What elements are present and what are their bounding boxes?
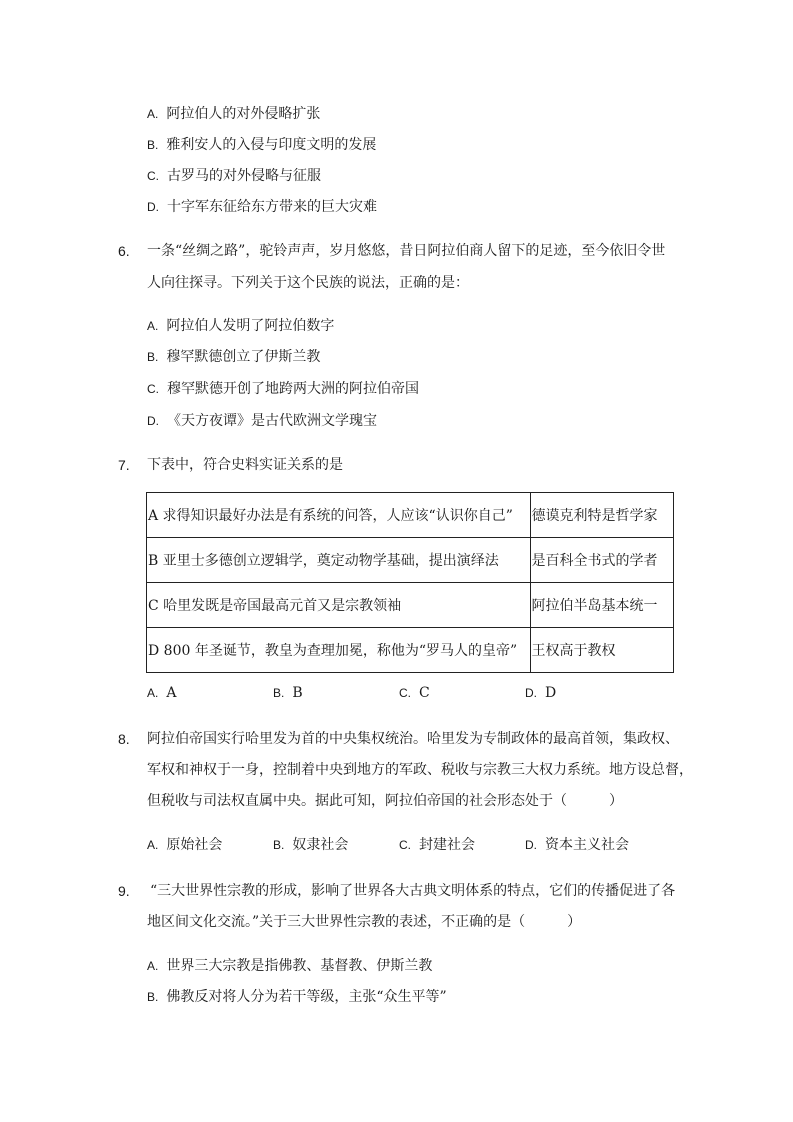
- q5-option-a: A. 阿拉伯人的对外侵略扩张: [147, 106, 321, 122]
- q8-option-a: A. 原始社会: [147, 837, 223, 853]
- table-cell: 阿拉伯半岛基本统一: [530, 583, 673, 628]
- table-row: [147, 628, 674, 673]
- q9-number: 9.: [118, 883, 130, 899]
- q8-number: 8.: [118, 731, 130, 747]
- table-cell: A 求得知识最好办法是有系统的问答，人应该“认识你自己”: [147, 493, 531, 538]
- q6-option-c: C. 穆罕默德开创了地跨两大洲的阿拉伯帝国: [147, 381, 419, 397]
- q5-option-c: C. 古罗马的对外侵略与征服: [147, 168, 321, 184]
- q9-text-line1: “三大世界性宗教的形成，影响了世界各大古典文明体系的特点，它们的传播促进了各: [150, 883, 676, 899]
- q7-number: 7.: [118, 457, 130, 473]
- table-cell: D 800 年圣诞节，教皇为查理加冕，称他为“罗马人的皇帝”: [147, 628, 531, 673]
- table-cell: 是百科全书式的学者: [530, 538, 673, 583]
- q7-option-c: C. C: [399, 685, 430, 701]
- q8-option-d: D. 资本主义社会: [525, 837, 629, 853]
- q5-option-b: B. 雅利安人的入侵与印度文明的发展: [147, 137, 377, 153]
- table-row: [147, 493, 674, 538]
- q7-option-b: B. B: [273, 685, 303, 701]
- q8-text-line3: 但税收与司法权直属中央。据此可知，阿拉伯帝国的社会形态处于（ ）: [147, 793, 623, 809]
- q8-option-c: C. 封建社会: [399, 837, 475, 853]
- q9-text-line2: 地区间文化交流。”关于三大世界性宗教的表述，不正确的是（ ）: [147, 914, 582, 930]
- q5-option-d: D. 十字军东征给东方带来的巨大灾难: [147, 199, 377, 215]
- q6-option-d: D. 《天方夜谭》是古代欧洲文学瑰宝: [147, 413, 377, 429]
- q6-number: 6.: [118, 243, 130, 259]
- table-cell: 德谟克利特是哲学家: [530, 493, 673, 538]
- q9-option-a: A. 世界三大宗教是指佛教、基督教、伊斯兰教: [147, 958, 433, 974]
- q6-option-a: A. 阿拉伯人发明了阿拉伯数字: [147, 318, 335, 334]
- q6-text-line2: 人向往探寻。下列关于这个民族的说法，正确的是：: [147, 275, 469, 291]
- table-cell: C 哈里发既是帝国最高元首又是宗教领袖: [147, 583, 531, 628]
- q6-text-line1: 一条“丝绸之路”，驼铃声声，岁月悠悠，昔日阿拉伯商人留下的足迹，至今依旧令世: [147, 243, 666, 259]
- table-cell: B 亚里士多德创立逻辑学，奠定动物学基础，提出演绎法: [147, 538, 531, 583]
- table-cell: 王权高于教权: [530, 628, 673, 673]
- q7-option-d: D. D: [525, 685, 557, 701]
- q8-option-b: B. 奴隶社会: [273, 837, 349, 853]
- q7-option-a: A. A: [147, 685, 177, 701]
- q6-option-b: B. 穆罕默德创立了伊斯兰教: [147, 349, 321, 365]
- q7-text: 下表中，符合史料实证关系的是: [147, 457, 343, 473]
- table-row: [147, 583, 674, 628]
- q9-option-b: B. 佛教反对将人分为若干等级，主张“众生平等”: [147, 989, 447, 1005]
- q7-source-table: [146, 492, 674, 673]
- table-row: [147, 538, 674, 583]
- q8-text-line2: 军权和神权于一身，控制着中央到地方的军政、税收与宗教三大权力系统。地方设总督，: [147, 762, 693, 778]
- q8-text-line1: 阿拉伯帝国实行哈里发为首的中央集权统治。哈里发为专制政体的最高首领，集政权、: [147, 731, 679, 747]
